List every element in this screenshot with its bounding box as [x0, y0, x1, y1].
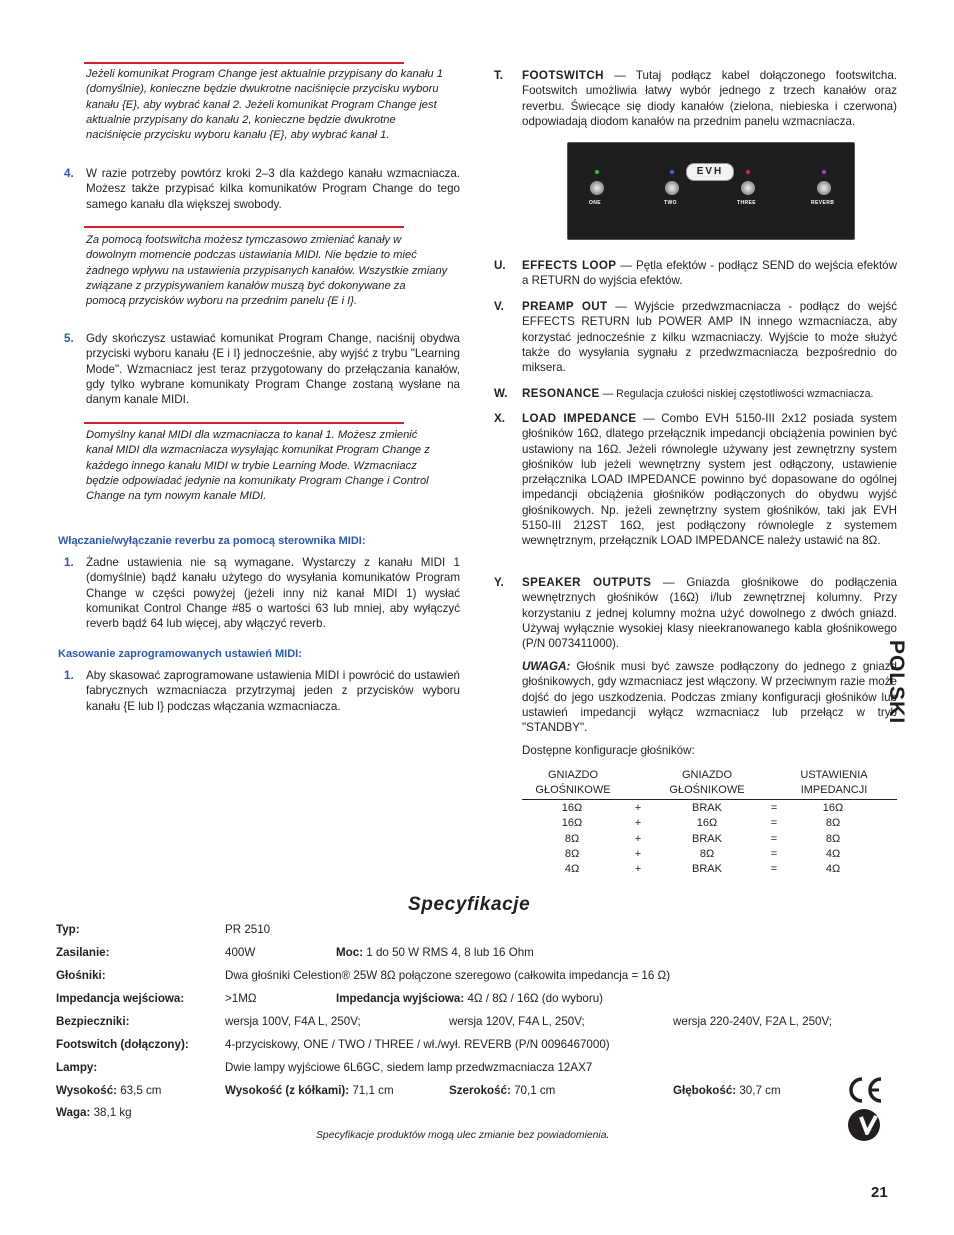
- note-divider: [84, 422, 404, 424]
- table-header: GNIAZDO GŁOŚNIKOWE: [535, 769, 611, 797]
- step-5: [64, 331, 460, 407]
- step-number: 4.: [64, 167, 74, 180]
- table-cell-plus: +: [634, 817, 642, 830]
- spec-value: 71,1 cm: [349, 1084, 394, 1097]
- table-cell-impedance: 8Ω: [825, 817, 841, 830]
- table-cell-equals: =: [770, 817, 778, 830]
- item-load-impedance: [494, 411, 897, 549]
- table-cell-equals: =: [770, 847, 778, 860]
- item-letter: V.: [494, 300, 504, 313]
- spec-pair: [449, 1084, 555, 1097]
- step-4: [64, 166, 460, 212]
- table-cell-plus: +: [634, 863, 642, 876]
- spec-label: Moc:: [336, 946, 364, 959]
- c-tick-mark-icon: [847, 1108, 881, 1142]
- warning-text: Głośnik musi być zawsze podłączony do jednego z gniazd głośnikowych, gdy wzmacniacz jest włączony. W przeciwnym razie może dojść do jego uszkodzenia. Podczas zmiany konfiguracji głośników lub ustawień impedancji wyłącz wzmacniacz lub przełącz w tryb "STANDBY".: [522, 660, 897, 735]
- table-cell-jack2: BRAK: [692, 832, 722, 845]
- item-letter: X.: [494, 412, 505, 425]
- spec-value: wersja 120V, F4A L, 250V;: [449, 1015, 585, 1028]
- step-text: Żadne ustawienia nie są wymagane. Wystarczy z kanału MIDI 1 (domyślnie) bądź kanału użytego do wysyłania komunikatów Program Change w części powyżej (jeżeli inny niż kanał MIDI 1) wysłać komunikat Control Change #85 o wartości 63 lub mniej, aby wyłączyć reverb bądź 64 lub więcej, aby włączyć reverb.: [86, 556, 460, 631]
- spec-label: Wysokość (z kółkami):: [225, 1084, 350, 1097]
- table-cell-impedance: 8Ω: [825, 832, 841, 845]
- table-cell-impedance: 16Ω: [822, 802, 844, 814]
- table-cell-plus: +: [634, 832, 642, 845]
- spec-value: 38,1 kg: [90, 1106, 132, 1119]
- footswitch-label-one: ONE: [589, 200, 602, 206]
- table-cell-plus: +: [634, 802, 642, 814]
- spec-label: Waga:: [56, 1106, 91, 1119]
- spec-value: 30,7 cm: [736, 1084, 781, 1097]
- led-red-icon: [746, 170, 750, 174]
- table-cell-jack1: 8Ω: [564, 832, 580, 845]
- footswitch-button-three: [741, 181, 755, 195]
- led-blue-icon: [670, 170, 674, 174]
- table-cell-plus: +: [634, 847, 642, 860]
- warning-note: [494, 659, 897, 735]
- step-number: 1.: [64, 669, 74, 682]
- spec-label: Typ:: [56, 923, 80, 936]
- footswitch-image: [567, 142, 855, 240]
- table-cell-impedance: 4Ω: [825, 847, 841, 860]
- spec-label: Bezpieczniki:: [56, 1015, 130, 1028]
- spec-value: 70,1 cm: [510, 1084, 556, 1097]
- ce-mark-icon: [845, 1075, 885, 1105]
- specs-heading: Specyfikacje: [408, 894, 531, 915]
- spec-label: Głębokość:: [673, 1084, 737, 1097]
- page-number: 21: [871, 1184, 888, 1201]
- note-program-change: Jeżeli komunikat Program Change jest aktualnie przypisany do kanału 1 (domyślnie), konieczne będzie dwukrotne naciśnięcie przycisku wyboru kanału {E}, aby wybrać kanał 2. Jeżeli komunikat Program Change jest aktualnie przypisany do kanału 2, konieczne będzie dwukrotne naciśnięcie przycisku wyboru kanału {E}, aby wybrać kanał 1.: [86, 68, 443, 142]
- item-text: — Tutaj podłącz kabel dołączonego footswitcha. Footswitch umożliwia łatwy wybór jednego z trzech kanałów oraz reverbu. Świecące się diody kanałów (zielona, niebieska i czerwona) odpowiadają diodom kanałów na przednim panelu wzmacniacza.: [522, 69, 897, 128]
- table-cell-equals: =: [770, 832, 778, 845]
- reset-step-1: [64, 668, 460, 714]
- footswitch-label-reverb: REVERB: [811, 200, 835, 206]
- spec-value: wersja 220-240V, F2A L, 250V;: [673, 1015, 832, 1028]
- step-text: W razie potrzeby powtórz kroki 2–3 dla każdego kanału wzmacniacza. Możesz także przypisać kilka komunikatów Program Change do tego samego kanału dla większej swobody.: [86, 167, 460, 211]
- led-purple-icon: [822, 170, 826, 174]
- table-cell-jack2: BRAK: [692, 802, 722, 814]
- section-heading-reset: Kasowanie zaprogramowanych ustawień MIDI:: [58, 648, 302, 660]
- disclaimer: Specyfikacje produktów mogą ulec zmianie bez powiadomienia.: [316, 1130, 610, 1141]
- step-number: 5.: [64, 332, 74, 345]
- led-green-icon: [595, 170, 599, 174]
- item-speaker-outputs: [494, 575, 897, 651]
- spec-value: PR 2510: [225, 923, 271, 936]
- item-footswitch: [494, 68, 897, 129]
- footswitch-label-two: TWO: [664, 200, 677, 206]
- note-divider: [84, 226, 404, 228]
- spec-label: Wysokość:: [56, 1084, 117, 1097]
- item-text: — Regulacja czułości niskiej częstotliwości wzmacniacza.: [599, 388, 874, 400]
- spec-value: wersja 100V, F4A L, 250V;: [225, 1015, 361, 1028]
- spec-label: Lampy:: [56, 1061, 98, 1074]
- footswitch-label-three: THREE: [737, 200, 756, 206]
- item-text: — Pętla efektów - podłącz SEND do wejścia efektów a RETURN do wyjścia efektów.: [522, 259, 897, 288]
- item-key: RESONANCE: [522, 387, 600, 400]
- configs-intro: Dostępne konfiguracje głośników:: [522, 744, 695, 757]
- footswitch-button-reverb: [817, 181, 831, 195]
- item-letter: U.: [494, 259, 506, 272]
- table-header: USTAWIENIA IMPEDANCJI: [800, 769, 868, 797]
- spec-pair: [225, 1084, 394, 1097]
- item-key: FOOTSWITCH: [522, 69, 604, 82]
- spec-value: 1 do 50 W RMS 4, 8 lub 16 Ohm: [363, 946, 534, 959]
- item-letter: T.: [494, 69, 504, 82]
- section-heading-reverb: Włączanie/wyłączanie reverbu za pomocą sterownika MIDI:: [58, 535, 366, 547]
- table-rule: [522, 799, 897, 800]
- table-cell-jack2: 16Ω: [696, 817, 718, 830]
- spec-value: >1MΩ: [225, 992, 257, 1005]
- step-number: 1.: [64, 556, 74, 569]
- item-text: — Combo EVH 5150-III 2x12 posiada system głośników 16Ω, dlatego przełącznik impedancji obciążenia powinien być ustawiony na 16Ω. Jeżeli równolegle używany jest zewnętrzny system głośników lub jeżeli wewnętrzny system jest odłączony, ustawienie przełącznika LOAD IMPEDANCE powinno być dopasowane do ogólnej impedancji obciążenia głośników podłączonych do obydwu wyjść głośnikowych. Np. jeżeli zewnętrzny system głośników, taki jak EVH 5150-III 212ST 16Ω, jest podłączony równolegle z systemem wewnętrznym, przełącznik LOAD IMPEDANCE należy ustawić na 8Ω.: [522, 412, 897, 548]
- spec-label: Footswitch (dołączony):: [56, 1038, 189, 1051]
- item-text: — Gniazda głośnikowe do podłączenia wewnętrznych głośników (16Ω) i/lub zewnętrznej kolumny. Przy korzystaniu z jednej kolumny można użyć dowolnego z dwóch gniazd. Używaj wyłącznie wysokiej klasy nieekranowanego kabla głośnikowego (P/N 0073411000).: [522, 576, 897, 651]
- spec-label: Impedancja wyjściowa:: [336, 992, 465, 1005]
- step-text: Aby skasować zaprogramowane ustawienia MIDI i powrócić do ustawień fabrycznych wzmacniacza przytrzymaj jeden z przycisków wyboru kanału {E lub I} podczas włączania wzmacniacza.: [86, 669, 460, 713]
- table-cell-equals: =: [770, 802, 778, 814]
- table-cell-equals: =: [770, 863, 778, 876]
- spec-value: 63,5 cm: [117, 1084, 162, 1097]
- reverb-step-1: [64, 555, 460, 631]
- spec-pair: [56, 1084, 161, 1097]
- spec-label: Zasilanie:: [56, 946, 110, 959]
- spec-pair: [56, 1106, 132, 1119]
- table-cell-jack1: 16Ω: [561, 802, 583, 814]
- note-divider: [84, 62, 404, 64]
- table-header: GNIAZDO GŁOŚNIKOWE: [669, 769, 745, 797]
- spec-value: Dwie lampy wyjściowe 6L6GC, siedem lamp przedwzmacniacza 12AX7: [225, 1061, 593, 1074]
- spec-label: Szerokość:: [449, 1084, 511, 1097]
- table-cell-jack1: 4Ω: [564, 863, 580, 876]
- footswitch-button-one: [590, 181, 604, 195]
- spec-pair: [336, 992, 603, 1005]
- evh-logo: EVH: [686, 163, 734, 181]
- item-preamp-out: [494, 299, 897, 375]
- spec-value: 4Ω / 8Ω / 16Ω (do wyboru): [464, 992, 604, 1005]
- table-cell-jack1: 8Ω: [564, 847, 580, 860]
- item-letter: Y.: [494, 576, 504, 589]
- spec-value: 400W: [225, 946, 256, 959]
- table-cell-impedance: 4Ω: [825, 863, 841, 876]
- step-text: Gdy skończysz ustawiać komunikat Program Change, naciśnij obydwa przyciski wyboru kanału {E i I} jednocześnie, aby wyjść z trybu "Learning Mode". Wzmacniacz jest teraz przygotowany do przełączania kanałów, gdy tylko wybrane komunikaty Program Change zostaną wysłane na danym kanale MIDI.: [86, 332, 460, 407]
- table-cell-jack1: 16Ω: [561, 817, 583, 830]
- spec-pair: [336, 946, 534, 959]
- warning-label: UWAGA:: [522, 660, 571, 673]
- note-midi-channel: Domyślny kanał MIDI dla wzmacniacza to kanał 1. Możesz zmienić kanał MIDI dla wzmacniacza wysyłając komunikat Program Change z każdego innego kanału MIDI w trybie Learning Mode. Wzmacniacz będzie odpowiadać jedynie na komunikaty Program Change i Control Change na tym nowym kanale MIDI.: [86, 429, 430, 503]
- item-letter: W.: [494, 387, 508, 400]
- side-tab-language: POLSKI: [885, 640, 908, 725]
- item-text: — Wyjście przedwzmacniacza - podłącz do wejść EFFECTS RETURN lub POWER AMP IN innego wzmacniacza, aby korzystać jednocześnie z kilku wzmacniaczy. Wyjście to może służyć także do wysyłania sygnału z przedwzmacniacza bezpośrednio do miksera.: [522, 300, 897, 375]
- footswitch-button-two: [665, 181, 679, 195]
- item-key: PREAMP OUT: [522, 300, 608, 313]
- spec-value: 4-przyciskowy, ONE / TWO / THREE / wł./wył. REVERB (P/N 0096467000): [225, 1038, 610, 1051]
- spec-label: Impedancja wejściowa:: [56, 992, 185, 1005]
- item-effects-loop: [494, 258, 897, 289]
- item-resonance: [494, 386, 897, 402]
- item-key: LOAD IMPEDANCE: [522, 412, 637, 425]
- item-key: EFFECTS LOOP: [522, 259, 617, 272]
- spec-label: Głośniki:: [56, 969, 106, 982]
- spec-pair: [673, 1084, 781, 1097]
- table-cell-jack2: 8Ω: [699, 847, 715, 860]
- table-cell-jack2: BRAK: [692, 863, 722, 876]
- item-key: SPEAKER OUTPUTS: [522, 576, 652, 589]
- note-footswitch: Za pomocą footswitcha możesz tymczasowo zmieniać kanały w dowolnym momencie podczas ustawiania MIDI. Nie będzie to mieć żadnego wpływu na ustawienia przypisanych kanałów. Wszystkie zmiany związane z przypisywaniem kanałów muszą być dokonywane za pomocą przycisków wyboru na przednim panelu {E i I}.: [86, 234, 448, 308]
- spec-value: Dwa głośniki Celestion® 25W 8Ω połączone szeregowo (całkowita impedancja = 16 Ω): [225, 969, 671, 982]
